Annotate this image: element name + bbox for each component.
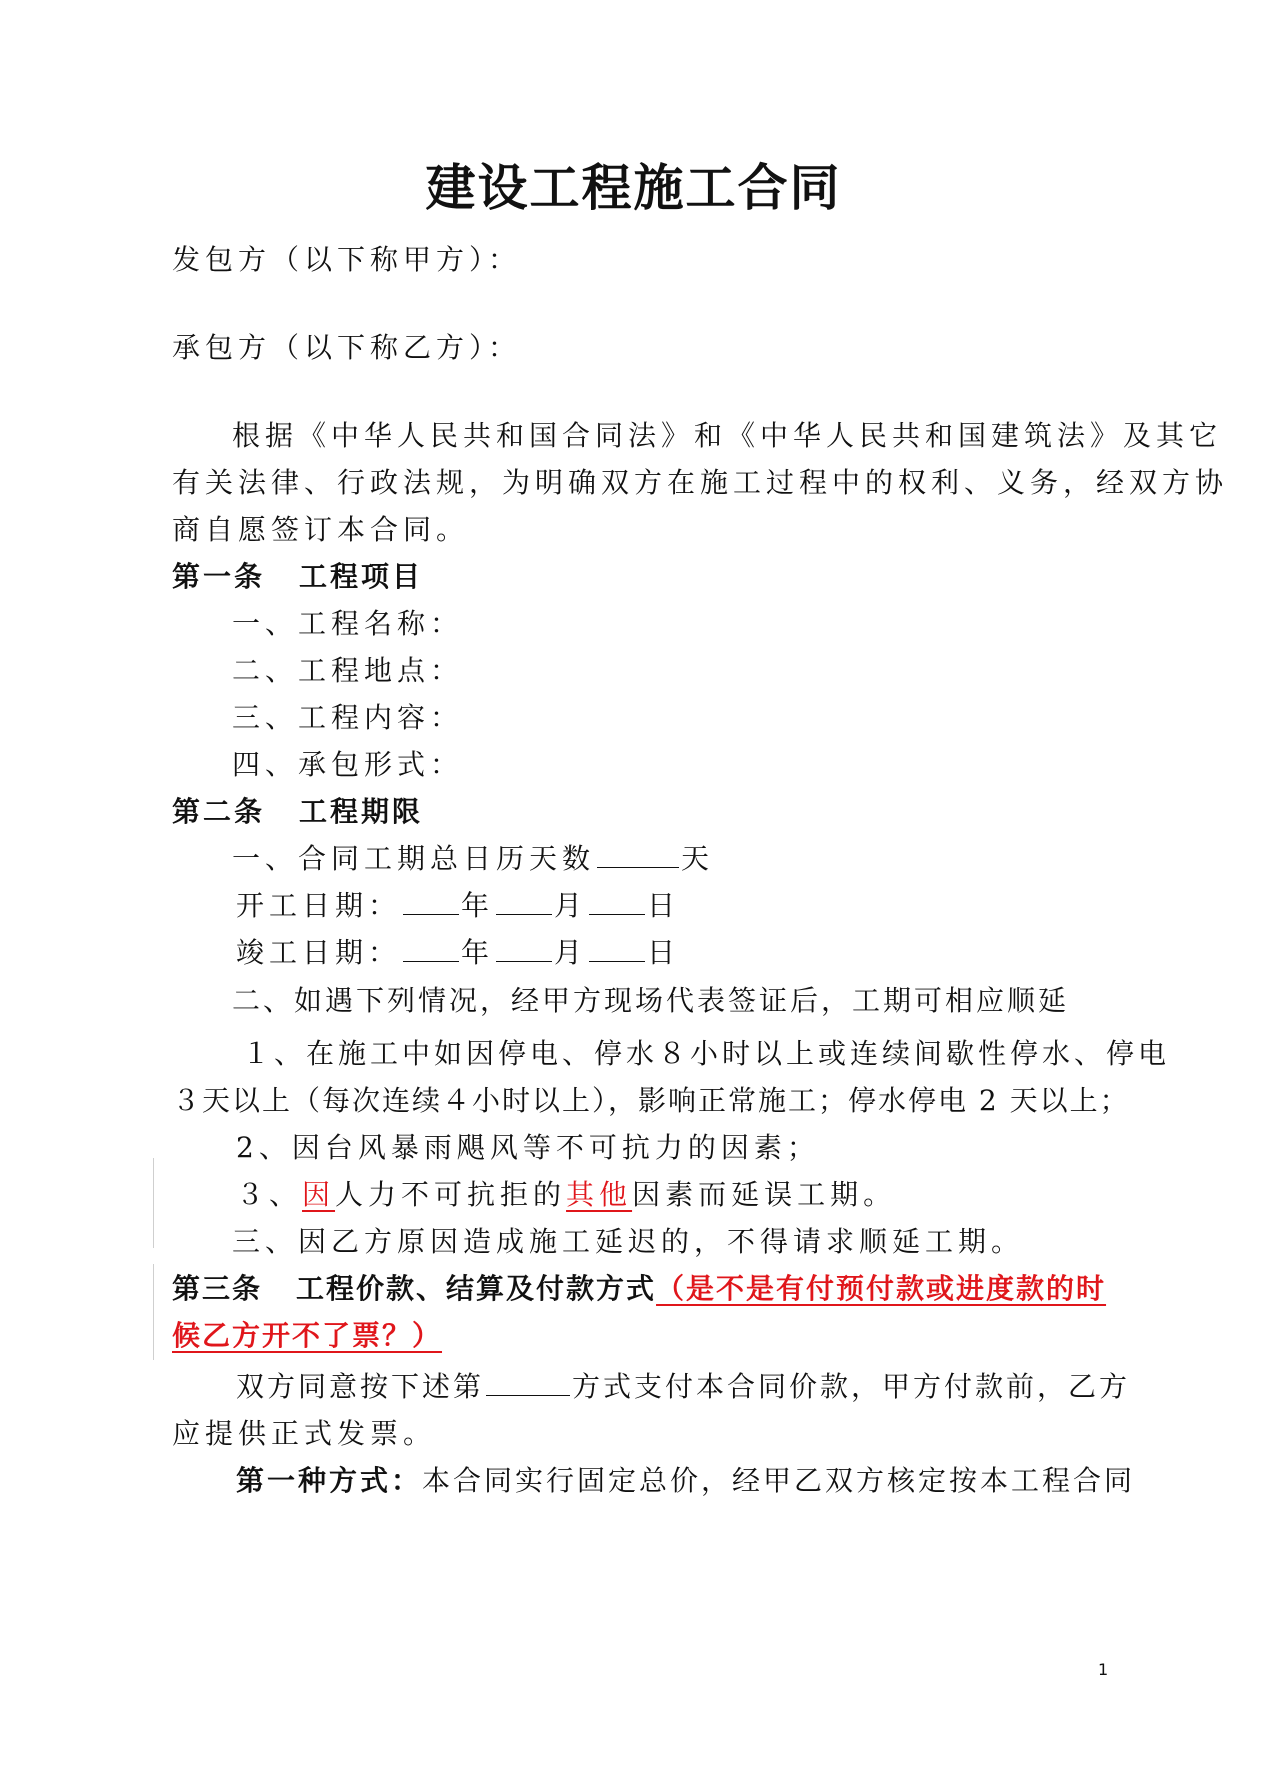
review-comment: （是不是有付预付款或进度款的时: [656, 1272, 1107, 1305]
payment-way-1-label: 第一种方式：: [236, 1464, 423, 1497]
preamble-line-1: 根据《中华人民共和国合同法》和《中华人民共和国建筑法》及其它: [232, 419, 1223, 452]
day-label: 日: [647, 936, 681, 969]
payment-method-label: 双方同意按下述第: [236, 1370, 485, 1403]
article-1-heading: [172, 559, 423, 595]
case-3-text: 因素而延误工期。: [632, 1178, 897, 1211]
article-2-heading: [172, 794, 423, 830]
article-2-item-3: 三、因乙方原因造成施工延迟的，不得请求顺延工期。: [232, 1225, 1025, 1258]
extension-intro: 二、如遇下列情况，经甲方现场代表签证后，工期可相应顺延: [232, 984, 1070, 1017]
start-day-blank[interactable]: [589, 888, 645, 915]
end-date-label: 竣工日期：: [236, 936, 402, 969]
preamble-line-2: 有关法律、行政法规，为明确双方在施工过程中的权利、义务，经双方协: [172, 466, 1229, 499]
extension-case-1-line-1: １、在施工中如因停电、停水８小时以上或连续间歇性停水、停电: [242, 1037, 1171, 1070]
article-1-title: 工程项目: [299, 560, 424, 593]
end-day-blank[interactable]: [589, 935, 645, 962]
article-2-title: 工程期限: [299, 795, 424, 828]
duration-blank[interactable]: [597, 841, 679, 868]
day-label: 日: [647, 889, 681, 922]
party-a-line: 发包方（以下称甲方）：: [172, 243, 522, 276]
party-b-line: 承包方（以下称乙方）：: [172, 331, 522, 364]
article-1-number: 第一条: [172, 560, 266, 593]
article-1-item: 四、承包形式：: [232, 748, 464, 781]
article-3-number: 第三条: [172, 1272, 263, 1305]
payment-method-line-2: 应提供正式发票。: [172, 1417, 437, 1450]
year-label: 年: [461, 889, 495, 922]
preamble-line-3: 商自愿签订本合同。: [172, 513, 470, 546]
review-comment: 候乙方开不了票？）: [172, 1319, 443, 1352]
page-number: 1: [1098, 1660, 1109, 1679]
start-date-line: [236, 888, 680, 924]
month-label: 月: [554, 889, 588, 922]
start-date-label: 开工日期：: [236, 889, 402, 922]
revision-margin-mark: [153, 1264, 154, 1360]
article-3-title: 工程价款、结算及付款方式: [296, 1272, 657, 1305]
review-comment-line-2: [172, 1318, 442, 1354]
start-year-blank[interactable]: [403, 888, 459, 915]
case-3-text: 人力不可抗拒的: [335, 1178, 567, 1211]
payment-method-blank[interactable]: [486, 1369, 570, 1396]
tracked-insertion: 其他: [566, 1178, 633, 1211]
article-1-item: 二、工程地点：: [232, 654, 464, 687]
start-month-blank[interactable]: [496, 888, 552, 915]
end-date-line: [236, 935, 680, 971]
payment-way-1-text: 本合同实行固定总价，经甲乙双方核定按本工程合同: [422, 1464, 1136, 1497]
payment-way-1: [236, 1463, 1135, 1499]
contract-title: 建设工程施工合同: [425, 159, 842, 217]
tracked-insertion: 因: [302, 1178, 336, 1211]
extension-case-1-line-2: ３天以上（每次连续４小时以上），影响正常施工；停水停电 2 天以上；: [172, 1084, 1130, 1117]
duration-unit: 天: [681, 842, 715, 875]
payment-method-line: [236, 1369, 1130, 1405]
case-3-number: ３、: [236, 1178, 303, 1211]
article-1-item: 一、工程名称：: [232, 607, 464, 640]
payment-method-text: 方式支付本合同价款，甲方付款前，乙方: [572, 1370, 1131, 1403]
end-year-blank[interactable]: [403, 935, 459, 962]
extension-case-2: 2、因台风暴雨飓风等不可抗力的因素；: [236, 1131, 820, 1164]
month-label: 月: [554, 936, 588, 969]
revision-margin-mark: [153, 1158, 154, 1248]
extension-case-3: [236, 1177, 896, 1213]
end-month-blank[interactable]: [496, 935, 552, 962]
article-3-heading: [172, 1271, 1106, 1307]
article-1-item: 三、工程内容：: [232, 701, 464, 734]
article-2-number: 第二条: [172, 795, 266, 828]
duration-label: 一、合同工期总日历天数: [232, 842, 596, 875]
year-label: 年: [461, 936, 495, 969]
duration-line: [232, 841, 714, 877]
